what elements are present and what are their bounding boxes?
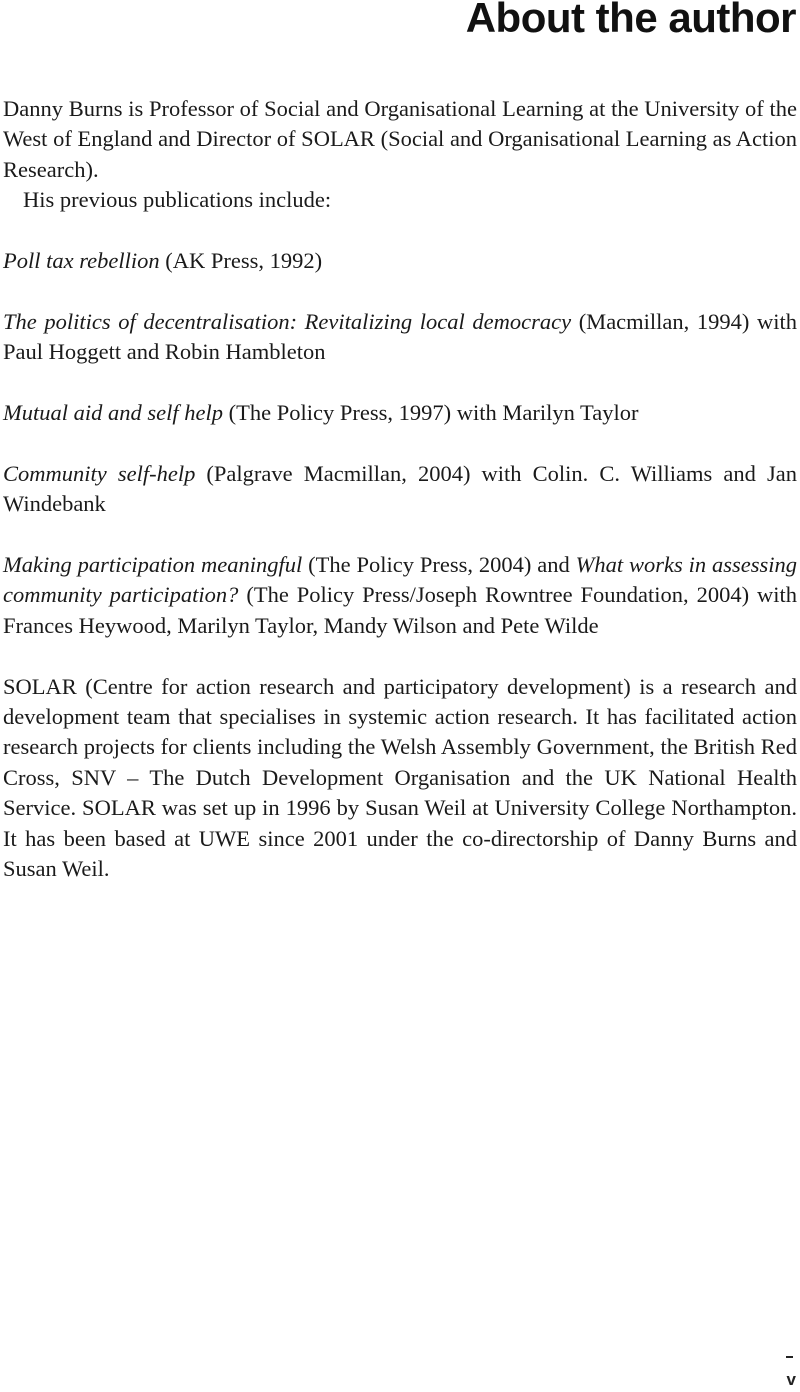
publication-title: Mutual aid and self help xyxy=(3,400,223,426)
publication-title: Community self-help xyxy=(3,460,196,486)
publications-heading: His previous publications include: xyxy=(23,187,332,213)
publication-details: (The Policy Press/Joseph Rowntree Foundation, 2004) with Frances Heywood, Marilyn Taylor, Mandy Wilson and Pete Wilde xyxy=(3,582,797,638)
publication-title: What works in assessing community participation? xyxy=(3,552,798,608)
publication-details: (AK Press, 1992) xyxy=(159,248,323,274)
publication-entry xyxy=(3,459,797,520)
publication-details: (The Policy Press, 1997) with Marilyn Taylor xyxy=(222,400,639,426)
page-body xyxy=(3,94,797,884)
publication-entry xyxy=(3,550,797,641)
publication-entry xyxy=(3,307,797,368)
solar-description: SOLAR (Centre for action research and participatory development) is a research and development team that specialises in systemic action research. It has facilitated action research projects for clients including the Welsh Assembly Government, the British Red Cross, SNV – The Dutch Development Organisation and the UK National Health Service. SOLAR was set up in 1996 by Susan Weil at University College Northampton. It has been based at UWE since 2001 under the co-directorship of Danny Burns and Susan Weil. xyxy=(3,673,797,882)
publication-entry xyxy=(3,398,797,428)
author-bio: Danny Burns is Professor of Social and Organisational Learning at the University of the West of England and Director of SOLAR (Social and Organisational Learning as Action Research). xyxy=(3,96,797,182)
publication-title: Poll tax rebellion xyxy=(3,248,160,274)
publication-title: The politics of decentralisation: Revitalizing local democracy xyxy=(3,308,572,334)
page-title: About the author xyxy=(465,0,796,41)
publication-details: (Macmillan, 1994) with Paul Hoggett and Robin Hambleton xyxy=(3,308,797,365)
folio-rule xyxy=(786,1356,793,1358)
publication-joiner: (The Policy Press, 2004) and xyxy=(302,552,576,578)
publication-entry xyxy=(3,246,797,276)
publication-title: Making participation meaningful xyxy=(3,552,303,578)
page-number: v xyxy=(786,1370,796,1389)
publication-details: (Palgrave Macmillan, 2004) with Colin. C. Williams and Jan Windebank xyxy=(3,460,797,517)
